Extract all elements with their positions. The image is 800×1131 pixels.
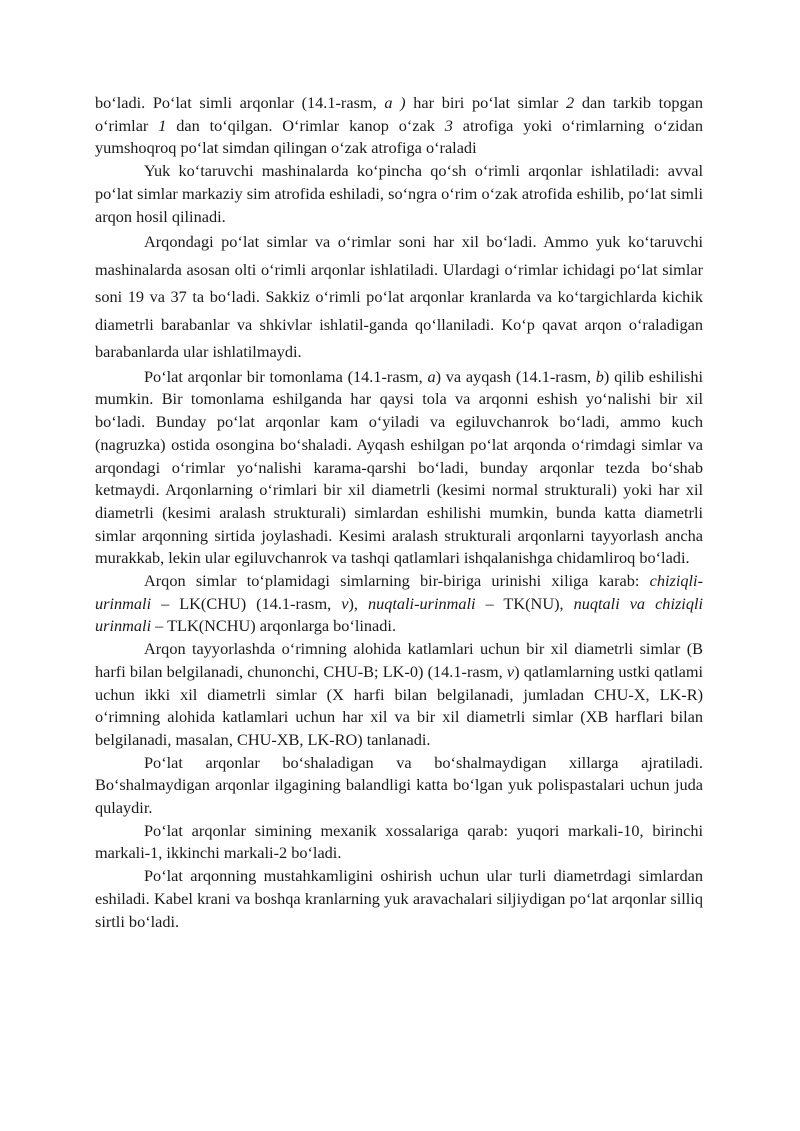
italic-text-span: v (341, 593, 349, 613)
italic-text-span: 1 (158, 115, 167, 135)
text-span: atrofiga yoki oʻrimlarning oʻzidan yumshoqroq poʻlat simdan qilingan oʻzak atrofiga oʻraladi (95, 115, 703, 158)
text-span: ), (348, 593, 368, 613)
italic-text-span: b (595, 366, 604, 386)
text-span: – LK(CHU) (14.1-rasm, (151, 593, 342, 613)
text-span: – TK(NU), (475, 593, 574, 613)
body-paragraph (95, 160, 703, 228)
text-span: Poʻlat arqonning mustahkamligini oshirish uchun ular turli diametrdagi simlardan eshiladi. Kabel krani va boshqa kranlarning yuk aravachalari siljiydigan poʻlat arqonlar silliq sirtli boʻladi. (95, 866, 703, 931)
text-span: boʻladi. Poʻlat simli arqonlar (14.1-rasm, (95, 93, 385, 112)
text-span: Poʻlat arqonlar bir tomonlama (14.1-rasm, (144, 366, 428, 386)
body-paragraph (95, 752, 703, 820)
body-paragraph (95, 92, 703, 160)
body-paragraph (95, 865, 703, 933)
text-span: ) qilib eshilishi mumkin. Bir tomonlama eshilganda har qaysi tola va arqonni eshish yoʻnalishi bir xil boʻladi. Bunday poʻlat arqonlar kam oʻyiladi va egiluvchanrok boʻladi, ammo kuch (nagruzka) ostida osongina boʻshaladi. Ayqash eshilgan poʻlat arqonda oʻrimdagi simlar va arqondagi oʻrimlar yoʻnalishi karama-qarshi boʻladi, bunday arqonlar tezda boʻshab ketmaydi. Arqonlarning oʻrimlari bir xil diametrli (kesimi normal strukturali) yoki har xil diametrli (kesimi aralash strukturali) simlardan eshilishi mumkin, bunda katta diametrli simlar arqonning sirtida joylashadi. Kesimi aralash strukturali arqonlarni tayyorlash ancha murakkab, lekin ular egiluvchanrok va tashqi qatlamlari ishqalanishga chidamliroq boʻladi. (95, 366, 704, 568)
italic-text-span: a ) (384, 93, 406, 112)
italic-text-span: v (506, 661, 515, 681)
document-page (95, 92, 703, 933)
body-paragraph (95, 570, 703, 638)
body-paragraph (95, 638, 703, 752)
italic-text-span: 2 (566, 93, 575, 112)
body-paragraph (95, 228, 703, 366)
text-span: Arqon tayyorlashda oʻrimning alohida katlamlari uchun bir xil diametrli simlar (B harfi bilan belgilanadi, chunonchi, CHU-B; LK-0) (14.1-rasm, (95, 639, 703, 681)
italic-text-span: chiziqli-urinmali (95, 571, 703, 613)
text-span: – TLK(NCHU) arqonlarga boʻlinadi. (151, 616, 397, 636)
italic-text-span: nuqtali va chiziqli urinmali (95, 593, 704, 636)
text-span: Poʻlat arqonlar boʻshaladigan va boʻshalmaydigan xillarga ajratiladi. Boʻshalmaydigan arqonlar ilgagining balandligi katta boʻlgan yuk polispastalari uchun juda qulaydir. (95, 752, 703, 818)
body-paragraph (95, 366, 703, 570)
text-span: ) va ayqash (14.1-rasm, (435, 366, 596, 386)
text-span: ) qatlamlarning ustki qatlami uchun ikki xil diametrli simlar (X harfi bilan belgilanadi, jumladan CHU-X, LK-R) oʻrimning alohida katlamlari uchun har xil va bir xil diametrli simlar (XB harflari bilan belgilanadi, masalan, CHU-XB, LK-RO) tanlanadi. (95, 661, 704, 749)
italic-text-span: 3 (444, 115, 453, 135)
text-span: Arqondagi poʻlat simlar va oʻrimlar soni har xil boʻladi. Ammo yuk koʻtaruvchi mashinalarda asosan olti oʻrimli arqonlar ishlatiladi. Ulardagi oʻrimlar ichidagi poʻlat simlar soni 19 va 37 ta boʻladi. Sakkiz oʻrimli poʻlat arqonlar kranlarda va koʻtargichlarda kichik diametrli barabanlar va shkivlar ishlatil-ganda qoʻllaniladi. Koʻp qavat arqon oʻraladigan barabanlarda ular ishlatilmaydi. (95, 232, 703, 362)
text-span: Poʻlat arqonlar simining mexanik xossalariga qarab: yuqori markali-10, birinchi markali-1, ikkinchi markali-2 boʻladi. (95, 820, 703, 863)
text-span: har biri poʻlat simlar (405, 93, 567, 112)
text-span: Yuk koʻtaruvchi mashinalarda koʻpincha qoʻsh oʻrimli arqonlar ishlatiladi: avval poʻlat simlar markaziy sim atrofida eshiladi, soʻngra oʻrim oʻzak atrofida eshilib, poʻlat simli arqon hosil qilinadi. (95, 161, 703, 226)
text-span: Arqon simlar toʻplamidagi simlarning bir-biriga urinishi xiliga karab: (144, 571, 650, 591)
text-span: dan tarkib topgan oʻrimlar (95, 93, 703, 135)
text-span: dan toʻqilgan. Oʻrimlar kanop oʻzak (166, 115, 445, 135)
italic-text-span: nuqtali-urinmali (367, 593, 476, 613)
body-paragraph (95, 820, 703, 865)
italic-text-span: a (427, 366, 436, 386)
